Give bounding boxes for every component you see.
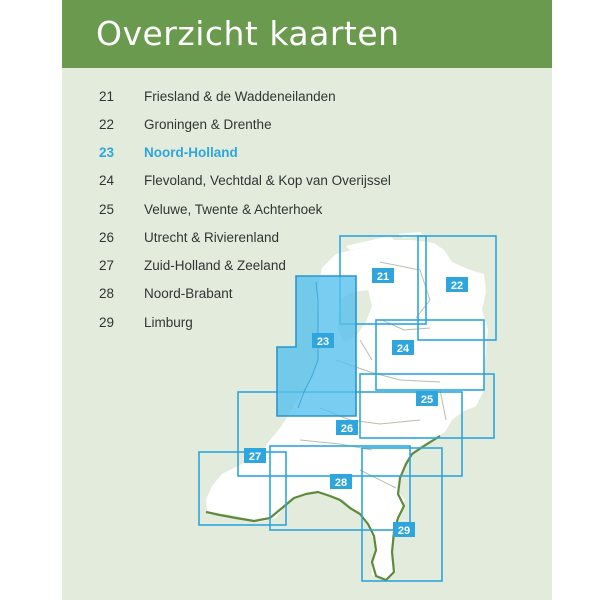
legend-item-name: Noord-Holland <box>144 145 238 160</box>
legend-item-number: 24 <box>99 173 115 188</box>
legend-item-name: Utrecht & Rivierenland <box>144 230 280 245</box>
svg-text:22: 22 <box>450 280 464 292</box>
legend-item-number: 28 <box>99 286 115 301</box>
tile-label-27 <box>244 448 266 463</box>
legend-item-name: Veluwe, Twente & Achterhoek <box>144 202 323 217</box>
legend-item-name: Noord-Brabant <box>144 286 233 301</box>
svg-text:24: 24 <box>396 343 410 355</box>
svg-text:21: 21 <box>376 271 390 283</box>
legend-item-number: 22 <box>99 117 115 132</box>
legend-item-name: Zuid-Holland & Zeeland <box>144 258 286 273</box>
tile-label-28 <box>330 474 352 489</box>
legend-item-name: Friesland & de Waddeneilanden <box>144 89 336 104</box>
tile-label-22 <box>446 277 468 292</box>
tile-label-24 <box>392 340 414 355</box>
svg-text:23: 23 <box>316 336 330 348</box>
legend-item-number: 29 <box>99 315 115 330</box>
legend-item-name: Limburg <box>144 315 193 330</box>
tile-label-21 <box>372 268 394 283</box>
legend-item-number: 21 <box>99 89 115 104</box>
legend-item-name: Flevoland, Vechtdal & Kop van Overijssel <box>144 173 391 188</box>
svg-text:26: 26 <box>340 423 354 435</box>
tile-label-29 <box>393 522 415 537</box>
svg-text:27: 27 <box>248 451 262 463</box>
page-title: Overzicht kaarten <box>96 14 400 53</box>
svg-text:28: 28 <box>334 477 348 489</box>
legend-item-number: 25 <box>99 202 115 217</box>
legend-item-name: Groningen & Drenthe <box>144 117 272 132</box>
legend-item-number: 23 <box>99 145 115 160</box>
tile-label-25 <box>416 391 438 406</box>
svg-text:25: 25 <box>420 394 434 406</box>
legend-item-number: 26 <box>99 230 115 245</box>
legend-item-number: 27 <box>99 258 115 273</box>
tile-label-26 <box>336 420 358 435</box>
tile-label-23 <box>312 333 334 348</box>
svg-text:29: 29 <box>397 525 411 537</box>
